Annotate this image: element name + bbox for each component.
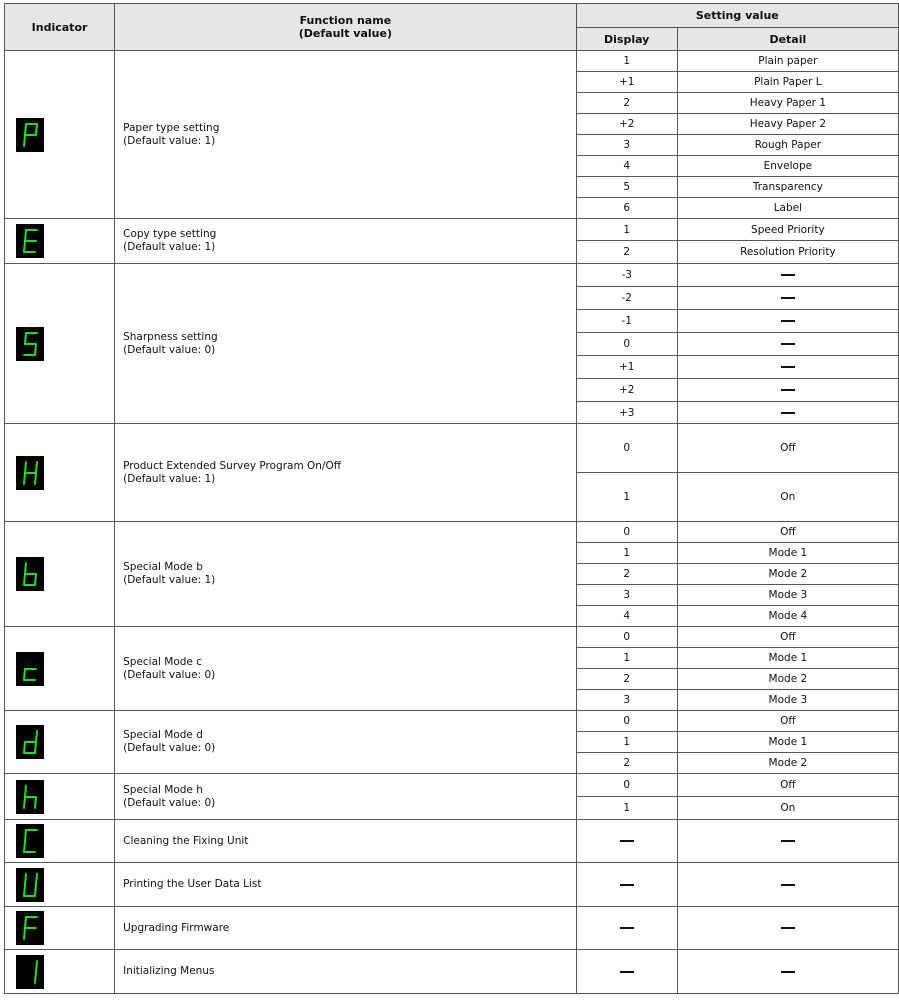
detail-value [677,356,898,379]
detail-value: Off [677,774,898,797]
detail-value [677,863,898,907]
table-row [5,424,899,473]
indicator-h-display-icon [16,780,44,814]
display-value: 0 [576,333,677,356]
display-value: 2 [576,241,677,264]
dash-symbol [781,320,795,322]
header-function-name [115,4,577,51]
display-value: +2 [576,114,677,135]
table-body [5,51,899,994]
indicator-d-display-icon [16,725,44,759]
display-value: 1 [576,473,677,522]
table-row [5,907,899,950]
indicator-F-display-icon [16,911,44,945]
settings-table [4,3,899,994]
dash-symbol [781,927,795,929]
detail-value: Resolution Priority [677,241,898,264]
detail-value: Label [677,198,898,219]
detail-value: Off [677,711,898,732]
display-value: +3 [576,402,677,424]
function-name: Paper type setting [123,121,220,134]
table-row [5,711,899,732]
indicator-cell [5,424,115,522]
default-value: (Default value: 0) [123,742,216,754]
dash-symbol [781,840,795,842]
indicator-cell [5,264,115,424]
display-value: 2 [576,753,677,774]
dash-symbol [620,840,634,842]
function-name: Copy type setting [123,228,217,240]
table-row [5,950,899,994]
detail-value [677,264,898,287]
display-value: -2 [576,287,677,310]
indicator-cell [5,907,115,950]
function-name: Special Mode d [123,729,203,741]
detail-value: Plain Paper L [677,72,898,93]
dash-symbol [781,412,795,414]
table-row [5,51,899,72]
indicator-H-display-icon [16,456,44,490]
detail-value [677,287,898,310]
table-row [5,219,899,241]
display-value: +1 [576,72,677,93]
function-name: Special Mode h [123,783,203,796]
display-value: 6 [576,198,677,219]
display-value [576,820,677,863]
display-value: 1 [576,51,677,72]
table-row [5,820,899,863]
indicator-P-display-icon [16,118,44,152]
display-value: 0 [576,627,677,648]
function-name-cell [115,950,577,994]
display-value: +2 [576,379,677,402]
indicator-S-display-icon [16,327,44,361]
table-row [5,627,899,648]
detail-value [677,950,898,994]
detail-value: Envelope [677,156,898,177]
function-name-cell [115,820,577,863]
header-display: Display [576,28,677,51]
display-value: 0 [576,522,677,543]
detail-value: On [677,473,898,522]
dash-symbol [781,971,795,973]
function-name: Sharpness setting [123,330,218,343]
function-name-cell [115,424,577,522]
indicator-cell [5,950,115,994]
display-value: 3 [576,135,677,156]
detail-value: Heavy Paper 1 [677,93,898,114]
detail-value: Speed Priority [677,219,898,241]
indicator-c-display-icon [16,652,44,686]
header-detail: Detail [677,28,898,51]
function-name-cell [115,863,577,907]
detail-value: Mode 1 [677,732,898,753]
default-value: (Default value: 0) [123,796,216,809]
detail-value: Mode 3 [677,585,898,606]
function-name-cell [115,51,577,219]
indicator-b-display-icon [16,557,44,591]
display-value: 0 [576,711,677,732]
indicator-cell [5,219,115,264]
indicator-cell [5,522,115,627]
detail-value: Off [677,522,898,543]
display-value: 1 [576,732,677,753]
dash-symbol [781,366,795,368]
display-value [576,907,677,950]
default-value: (Default value: 1) [123,134,216,147]
dash-symbol [781,274,795,276]
detail-value: Off [677,627,898,648]
dash-symbol [620,884,634,886]
display-value: 3 [576,690,677,711]
detail-value: Plain paper [677,51,898,72]
detail-value: Mode 2 [677,753,898,774]
display-value: 0 [576,774,677,797]
display-value: 4 [576,156,677,177]
indicator-cell [5,774,115,820]
detail-value: Transparency [677,177,898,198]
display-value [576,863,677,907]
table-row [5,264,899,287]
detail-value: Mode 3 [677,690,898,711]
indicator-cell [5,711,115,774]
function-name-cell [115,522,577,627]
indicator-C-display-icon [16,824,44,858]
dash-symbol [781,297,795,299]
default-value: (Default value: 0) [123,668,216,681]
display-value: -1 [576,310,677,333]
function-name-cell [115,907,577,950]
detail-value: Mode 1 [677,543,898,564]
function-name-cell [115,711,577,774]
default-value: (Default value: 0) [123,343,216,356]
display-value: +1 [576,356,677,379]
header-function-name-label: Function name [299,14,392,27]
display-value: 1 [576,219,677,241]
dash-symbol [781,389,795,391]
function-name-cell [115,264,577,424]
detail-value: Rough Paper [677,135,898,156]
display-value: 2 [576,93,677,114]
function-name-cell [115,627,577,711]
header-default-value-label: (Default value) [298,27,392,40]
indicator-E-display-icon [16,224,44,258]
table-row [5,774,899,797]
function-name-cell [115,774,577,820]
display-value: 2 [576,669,677,690]
display-value: 4 [576,606,677,627]
detail-value: Mode 1 [677,648,898,669]
display-value: -3 [576,264,677,287]
indicator-cell [5,51,115,219]
detail-value: Heavy Paper 2 [677,114,898,135]
display-value: 1 [576,543,677,564]
detail-value [677,820,898,863]
header-setting-value: Setting value [576,4,898,28]
indicator-cell [5,627,115,711]
function-name: Cleaning the Fixing Unit [123,834,249,847]
detail-value [677,333,898,356]
display-value: 1 [576,648,677,669]
display-value: 2 [576,564,677,585]
default-value: (Default value: 1) [123,574,216,586]
detail-value [677,402,898,424]
function-name: Upgrading Firmware [123,921,230,934]
default-value: (Default value: 1) [123,472,216,485]
dash-symbol [781,343,795,345]
detail-value: Mode 2 [677,669,898,690]
dash-symbol [620,927,634,929]
detail-value [677,379,898,402]
function-name: Printing the User Data List [123,878,262,890]
table-row [5,863,899,907]
table-row [5,522,899,543]
detail-value: Mode 2 [677,564,898,585]
detail-value [677,310,898,333]
function-name: Initializing Menus [123,965,215,977]
indicator-cell [5,863,115,907]
display-value: 5 [576,177,677,198]
header-indicator: Indicator [5,4,115,51]
dash-symbol [781,884,795,886]
detail-value: Off [677,424,898,473]
function-name: Product Extended Survey Program On/Off [123,459,341,472]
display-value: 3 [576,585,677,606]
indicator-I-display-icon [16,955,44,989]
display-value: 1 [576,797,677,820]
detail-value [677,907,898,950]
function-name: Special Mode c [123,655,202,668]
detail-value: Mode 4 [677,606,898,627]
function-name: Special Mode b [123,561,203,573]
display-value [576,950,677,994]
detail-value: On [677,797,898,820]
default-value: (Default value: 1) [123,241,216,253]
dash-symbol [620,971,634,973]
display-value: 0 [576,424,677,473]
indicator-U-display-icon [16,868,44,902]
indicator-cell [5,820,115,863]
function-name-cell [115,219,577,264]
